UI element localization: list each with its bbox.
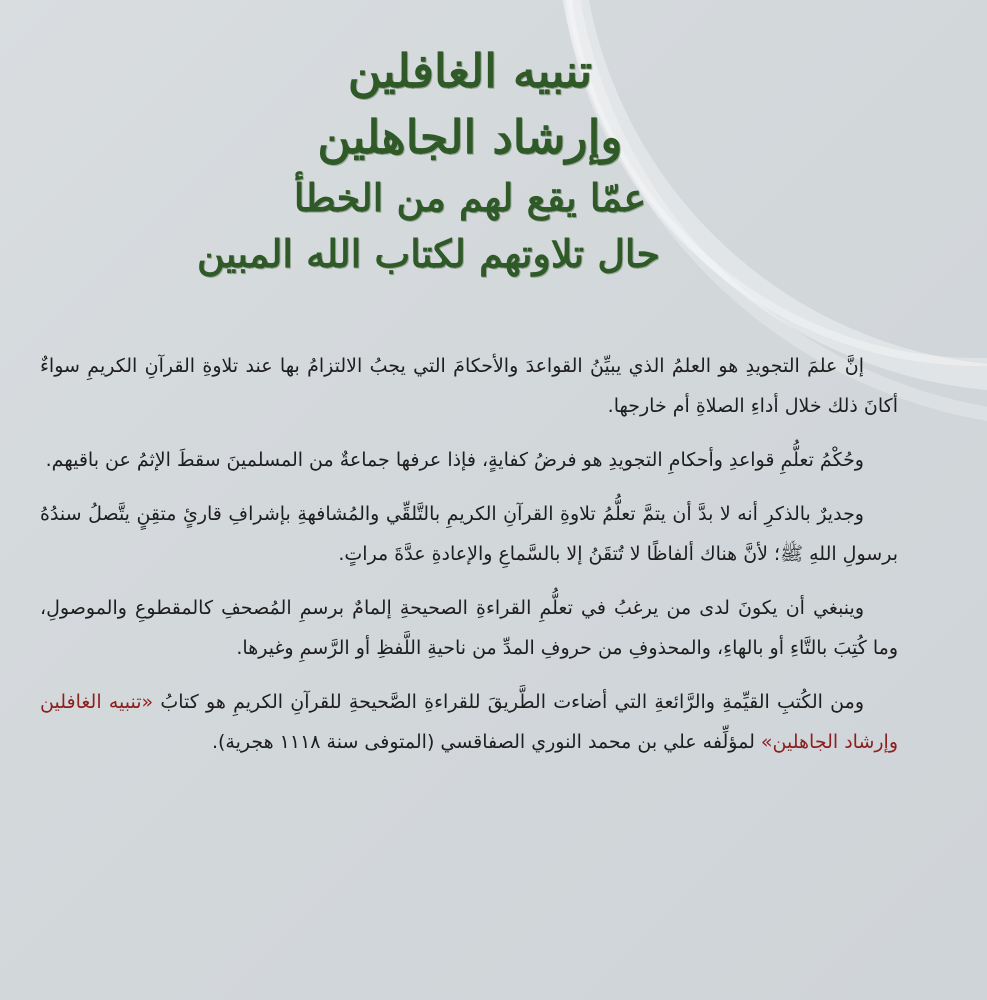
paragraph-rest-text: لمؤلِّفه علي بن محمد النوري الصفاقسي (المتوفى سنة ١١١٨ هجرية). (211, 731, 755, 753)
book-title-calligraphy (196, 38, 660, 282)
paragraph: وجديرٌ بالذكرِ أنه لا بدَّ أن يتمَّ تعلُّمُ تلاوةِ القرآنِ الكريمِ بالتَّلقِّي والمُشافهةِ بإشرافِ قارئٍ متقِنٍ يتَّصلُ سندُهُ برسولِ اللهِ ﷺ؛ لأنَّ هناك ألفاظًا لا تُتقَنُ إلا بالسَّماعِ والإعادةِ عدَّةَ مراتٍ. (40, 503, 898, 565)
paragraph-intro-text: ومن الكُتبِ القيِّمةِ والرَّائعةِ التي أضاءت الطَّريقَ للقراءةِ الصَّحيحةِ للقرآنِ الكريمِ هو كتابُ (160, 691, 864, 713)
paragraph: وينبغي أن يكونَ لدى من يرغبُ في تعلُّمِ القراءةِ الصحيحةِ إلمامٌ برسمِ المُصحفِ كالمقطوعِ والموصولِ، وما كُتِبَ بالتَّاءِ أو بالهاءِ، والمحذوفِ من حروفِ المدِّ من ناحيةِ اللَّفظِ أو الرَّسمِ وغيرها. (40, 597, 898, 659)
title-line-3: عمّا يقع لهم من الخطأ (293, 175, 647, 220)
paragraph: إنَّ علمَ التجويدِ هو العلمُ الذي يبيِّنُ القواعدَ والأحكامَ التي يجبُ الالتزامُ بها عند تلاوةِ القرآنِ الكريمِ سواءٌ أكانَ ذلك خلال أداءِ الصلاةِ أم خارجها. (40, 355, 898, 417)
title-line-4: حال تلاوتهم لكتاب الله المبين (196, 231, 660, 276)
body-text (40, 346, 898, 776)
paragraph: وحُكْمُ تعلُّمِ قواعدِ وأحكامِ التجويدِ هو فرضُ كفايةٍ، فإذا عرفها جماعةٌ من المسلمينَ سقطَ الإثمُ عن باقيهم. (45, 449, 864, 471)
book-title-highlight: «تنبيه الغافلين وإرشاد الجاهلين» (40, 691, 898, 753)
paragraph-book-intro (40, 682, 898, 762)
title-line-1: تنبيه الغافلين (347, 44, 593, 98)
title-line-2: وإرشاد الجاهلين (317, 110, 623, 164)
